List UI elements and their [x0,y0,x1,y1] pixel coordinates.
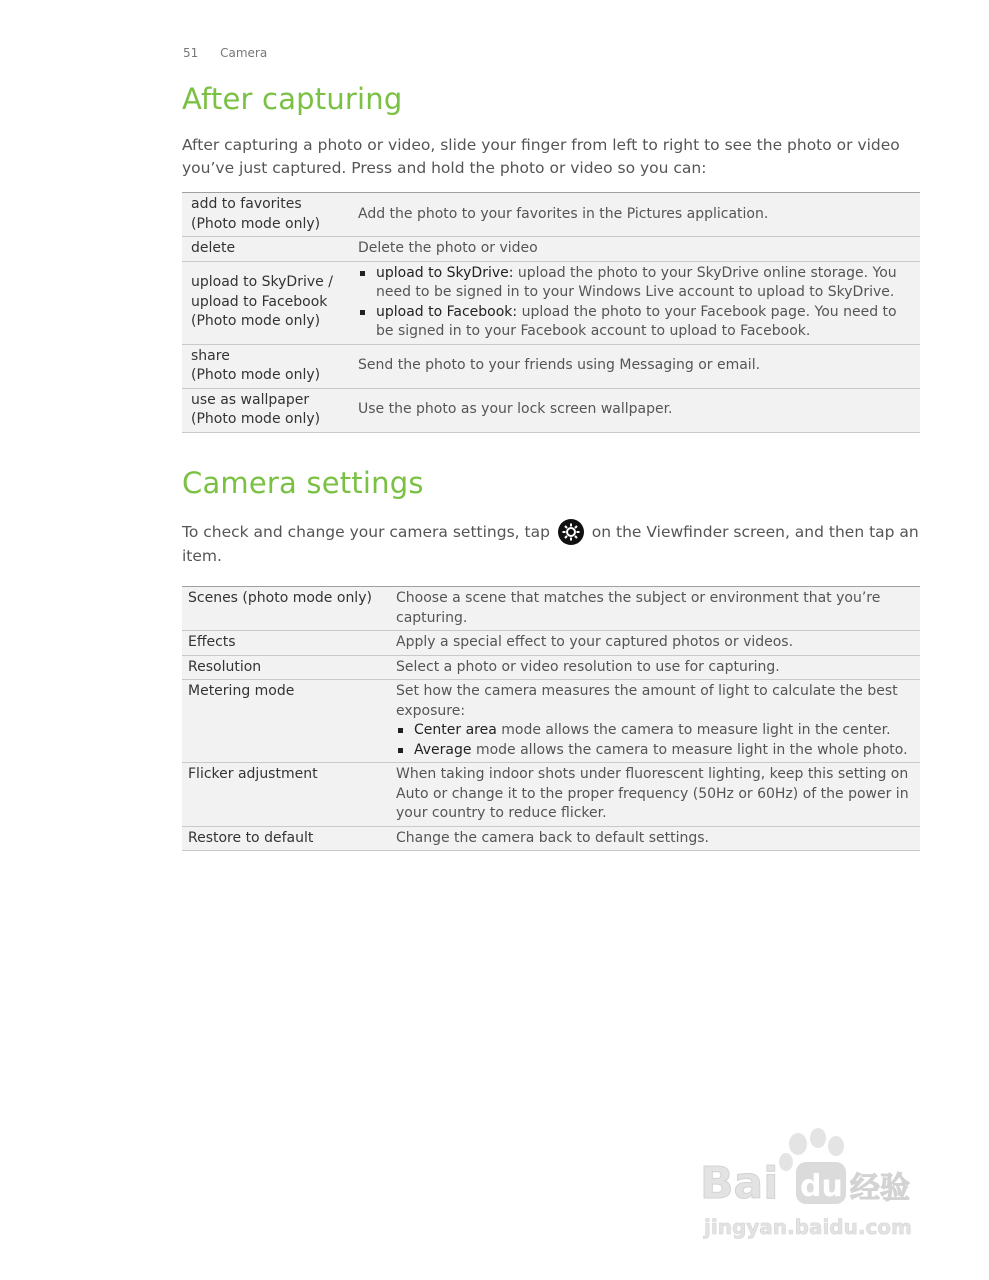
svg-text:du: du [800,1169,843,1204]
term-note: (Photo mode only) [191,313,321,330]
term-cell: Restore to default [182,826,388,851]
table-row [182,193,920,237]
bullet-label: Center area [414,722,497,738]
term-note: (Photo mode only) [191,367,321,383]
desc-cell [388,680,920,763]
list-item [396,741,914,761]
bullet-text: mode allows the camera to measure light in the center. [496,722,891,738]
desc-cell: Change the camera back to default settings. [388,826,920,851]
term-cell: Effects [182,631,388,656]
bullet-text: mode allows the camera to measure light in the whole photo. [471,741,908,758]
desc-cell: Add the photo to your favorites in the Pictures application. [349,193,920,237]
table-row [182,344,920,388]
section-heading-camera-settings: Camera settings [182,466,424,500]
term-text: add to favorites [191,196,302,212]
desc-cell: Send the photo to your friends using Messaging or email. [349,344,920,388]
table-row [182,237,920,262]
running-head [183,46,267,60]
settings-gear-icon [558,519,584,545]
desc-cell: Select a photo or video resolution to use for capturing. [388,655,920,680]
svg-text:Bai: Bai [700,1158,779,1209]
bullet-list [358,264,912,342]
table-row [182,388,920,432]
intro-text: on the Viewfinder screen, and then tap an item. [182,523,919,565]
list-item [358,303,912,342]
table-row [182,680,920,763]
desc-cell: When taking indoor shots under fluorescent lighting, keep this setting on Auto or change it to the proper frequency (50Hz or 60Hz) of the power in your country to reduce flicker. [388,763,920,827]
table-row [182,631,920,656]
term-cell: Flicker adjustment [182,763,388,827]
desc-cell: Delete the photo or video [349,237,920,262]
desc-cell: Choose a scene that matches the subject or environment that you’re capturing. [388,587,920,631]
bullet-text: upload the photo to your Facebook page. You need to be signed in to your Facebook account to upload to Facebook. [376,303,897,339]
table-row [182,655,920,680]
term-cell: Metering mode [182,680,388,763]
term-text: use as wallpaper [191,391,310,408]
list-item [396,721,914,741]
table-row [182,261,920,344]
baidu-paw-logo-icon [700,1128,940,1248]
table-row [182,587,920,631]
camera-settings-table [182,586,920,851]
term-cell: Resolution [182,655,388,680]
term-cell [182,261,349,344]
svg-text:经验: 经验 [850,1171,910,1206]
term-cell: delete [182,237,349,262]
chapter-title: Camera [220,46,268,60]
after-capturing-intro: After capturing a photo or video, slide your finger from left to right to see the photo or video you’ve just captured. Press and hold the photo or video so you can: [182,136,900,177]
table-row [182,826,920,851]
term-note: (Photo mode only) [191,411,321,427]
bullet-list [396,721,914,760]
intro-text: To check and change your camera settings, tap [182,523,555,541]
page-number: 51 [183,46,199,60]
baidu-watermark [700,1128,940,1248]
bullet-label: Average [414,741,472,758]
term-text: share [191,347,230,364]
desc-cell [349,261,920,344]
bullet-label: upload to Facebook: [376,303,518,320]
term-cell [182,344,349,388]
term-text: upload to SkyDrive / [191,274,333,291]
list-item [358,264,912,303]
term-cell [182,388,349,432]
camera-settings-intro [182,519,924,568]
after-capturing-table [182,192,920,433]
term-cell [182,193,349,237]
desc-cell: Apply a special effect to your captured photos or videos. [388,631,920,656]
table-row [182,763,920,827]
svg-text:jingyan.baidu.com: jingyan.baidu.com [704,1215,912,1239]
term-note: (Photo mode only) [191,215,321,232]
desc-text: Set how the camera measures the amount of light to calculate the best exposure: [396,683,898,719]
section-heading-after-capturing: After capturing [182,82,403,116]
bullet-label: upload to SkyDrive: [376,264,514,281]
desc-cell: Use the photo as your lock screen wallpaper. [349,388,920,432]
term-text: upload to Facebook [191,293,328,310]
bullet-text: upload the photo to your SkyDrive online storage. You need to be signed in to your Windows Live account to upload to SkyDrive. [376,264,897,300]
term-cell: Scenes (photo mode only) [182,587,388,631]
